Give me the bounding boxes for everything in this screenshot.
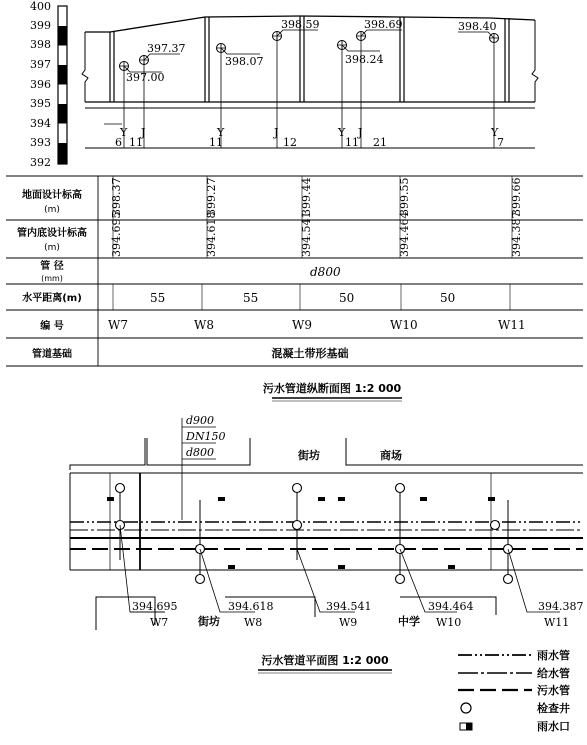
- plan-view: [70, 418, 583, 630]
- plan-pipe-labels: [185, 414, 225, 459]
- ground-elevation-label: 397.37: [147, 42, 186, 55]
- well-label: W7: [150, 616, 169, 629]
- invert-elevation-label: 398.24: [345, 53, 384, 66]
- row-label-diameter: 管 径: [40, 261, 64, 272]
- invert-label: 394.618: [228, 600, 274, 613]
- block-label: 街坊: [298, 449, 320, 462]
- distance-cell: 50: [440, 291, 456, 305]
- well-label: W10: [436, 616, 462, 629]
- j-marker: J: [358, 126, 363, 139]
- scale-label: 394: [30, 117, 51, 130]
- table-well-numbers: [108, 318, 526, 332]
- ground-elevation-label: 398.40: [458, 20, 497, 33]
- invert-label: 394.464: [428, 600, 474, 613]
- ground-elevation-label: 398.69: [364, 18, 403, 31]
- plan-invert-labels: [132, 600, 584, 613]
- ground-elevation-cell: 399.44: [300, 177, 313, 216]
- invert-label: 394.541: [326, 600, 372, 613]
- scale-label: 397: [30, 58, 51, 71]
- ground-elevation-cell: 398.37: [110, 177, 123, 216]
- legend-label: 雨水管: [537, 649, 570, 662]
- table-distance-values: [150, 291, 455, 305]
- row-label-invert: 管内底设计标高: [17, 228, 87, 239]
- spacing-label: 11: [345, 136, 359, 149]
- scale-label: 395: [30, 97, 51, 110]
- row-label-number: 编 号: [40, 321, 64, 332]
- pipe-label-d800: d800: [186, 446, 215, 459]
- y-marker: Y: [338, 126, 346, 139]
- profile-table: [6, 176, 583, 366]
- ground-elevation-cell: 399.55: [398, 177, 411, 216]
- profile-elevation-callouts: [126, 18, 497, 84]
- invert-elevation-cell: 394.387: [510, 211, 523, 257]
- invert-label: 394.387: [538, 600, 584, 613]
- manhole-icon: [461, 703, 471, 713]
- well-number-cell: W8: [194, 318, 214, 332]
- well-label: W11: [544, 616, 570, 629]
- j-marker: J: [141, 126, 146, 139]
- scale-label: 398: [30, 38, 51, 51]
- elevation-scale: [58, 6, 67, 164]
- ground-elevation-label: 398.59: [281, 18, 320, 31]
- ground-elevation-cell: 399.66: [510, 177, 523, 216]
- row-label-unit: (mm): [41, 274, 63, 283]
- legend: [458, 655, 532, 730]
- block-label: 商场: [380, 449, 402, 462]
- well-number-cell: W11: [498, 318, 526, 332]
- well-number-cell: W7: [108, 318, 128, 332]
- pipe-label-d900: d900: [186, 414, 215, 427]
- spacing-dimensions: [115, 136, 504, 149]
- legend-labels: [537, 648, 570, 733]
- invert-elevation-cell: 394.618: [205, 211, 218, 257]
- pipe-label-dn150: DN150: [186, 430, 226, 443]
- spacing-label: 7: [497, 136, 504, 149]
- ground-elevation-cell: 399.27: [205, 177, 218, 216]
- row-label-unit: (m): [44, 205, 60, 215]
- y-marker: Y: [217, 126, 225, 139]
- spacing-label: 6: [115, 136, 122, 149]
- row-label-foundation: 管道基础: [32, 349, 72, 360]
- distance-cell: 55: [243, 291, 259, 305]
- foundation-cell: 混凝土带形基础: [271, 347, 349, 360]
- table-invert-values: [110, 212, 523, 258]
- block-label: 中学: [398, 615, 420, 628]
- scale-label: 399: [30, 19, 51, 32]
- spacing-label: 11: [129, 136, 143, 149]
- scale-label: 396: [30, 78, 51, 91]
- well-number-cell: W9: [292, 318, 312, 332]
- spacing-label: 21: [373, 136, 387, 149]
- y-marker: Y: [120, 126, 128, 139]
- yj-markers: [119, 126, 499, 139]
- well-number-cell: W10: [390, 318, 418, 332]
- spacing-label: 11: [209, 136, 223, 149]
- scale-label: 392: [30, 156, 51, 169]
- table-ground-values: [110, 178, 523, 217]
- invert-elevation-cell: 394.464: [398, 211, 411, 257]
- legend-label: 检查井: [537, 702, 570, 715]
- block-label: 街坊: [198, 615, 220, 628]
- well-label: W9: [339, 616, 358, 629]
- y-marker: Y: [491, 126, 499, 139]
- legend-label: 雨水口: [537, 720, 570, 733]
- diameter-cell: d800: [310, 265, 341, 279]
- plan-caption: 污水管道平面图 1:2 000: [261, 654, 389, 667]
- spacing-label: 12: [283, 136, 297, 149]
- scale-label: 400: [30, 0, 51, 13]
- row-label-ground: 地面设计标高: [22, 190, 82, 201]
- distance-cell: 55: [150, 291, 166, 305]
- table-row-labels: [17, 188, 87, 360]
- scale-tick-labels: [30, 0, 51, 169]
- invert-elevation-cell: 394.695: [110, 211, 123, 257]
- invert-label: 394.695: [132, 600, 178, 613]
- j-marker: J: [274, 126, 279, 139]
- row-label-unit: (m): [44, 243, 60, 253]
- invert-elevation-cell: 394.541: [300, 211, 313, 257]
- well-label: W8: [244, 616, 263, 629]
- legend-label: 给水管: [537, 667, 570, 680]
- distance-cell: 50: [339, 291, 355, 305]
- profile-caption: 污水管道纵断面图 1:2 000: [262, 382, 402, 395]
- ground-elevation-label: 398.07: [225, 55, 264, 68]
- invert-elevation-label: 397.00: [126, 71, 165, 84]
- legend-label: 污水管: [537, 684, 570, 697]
- scale-label: 393: [30, 136, 51, 149]
- row-label-distance: 水平距离(m): [22, 293, 82, 304]
